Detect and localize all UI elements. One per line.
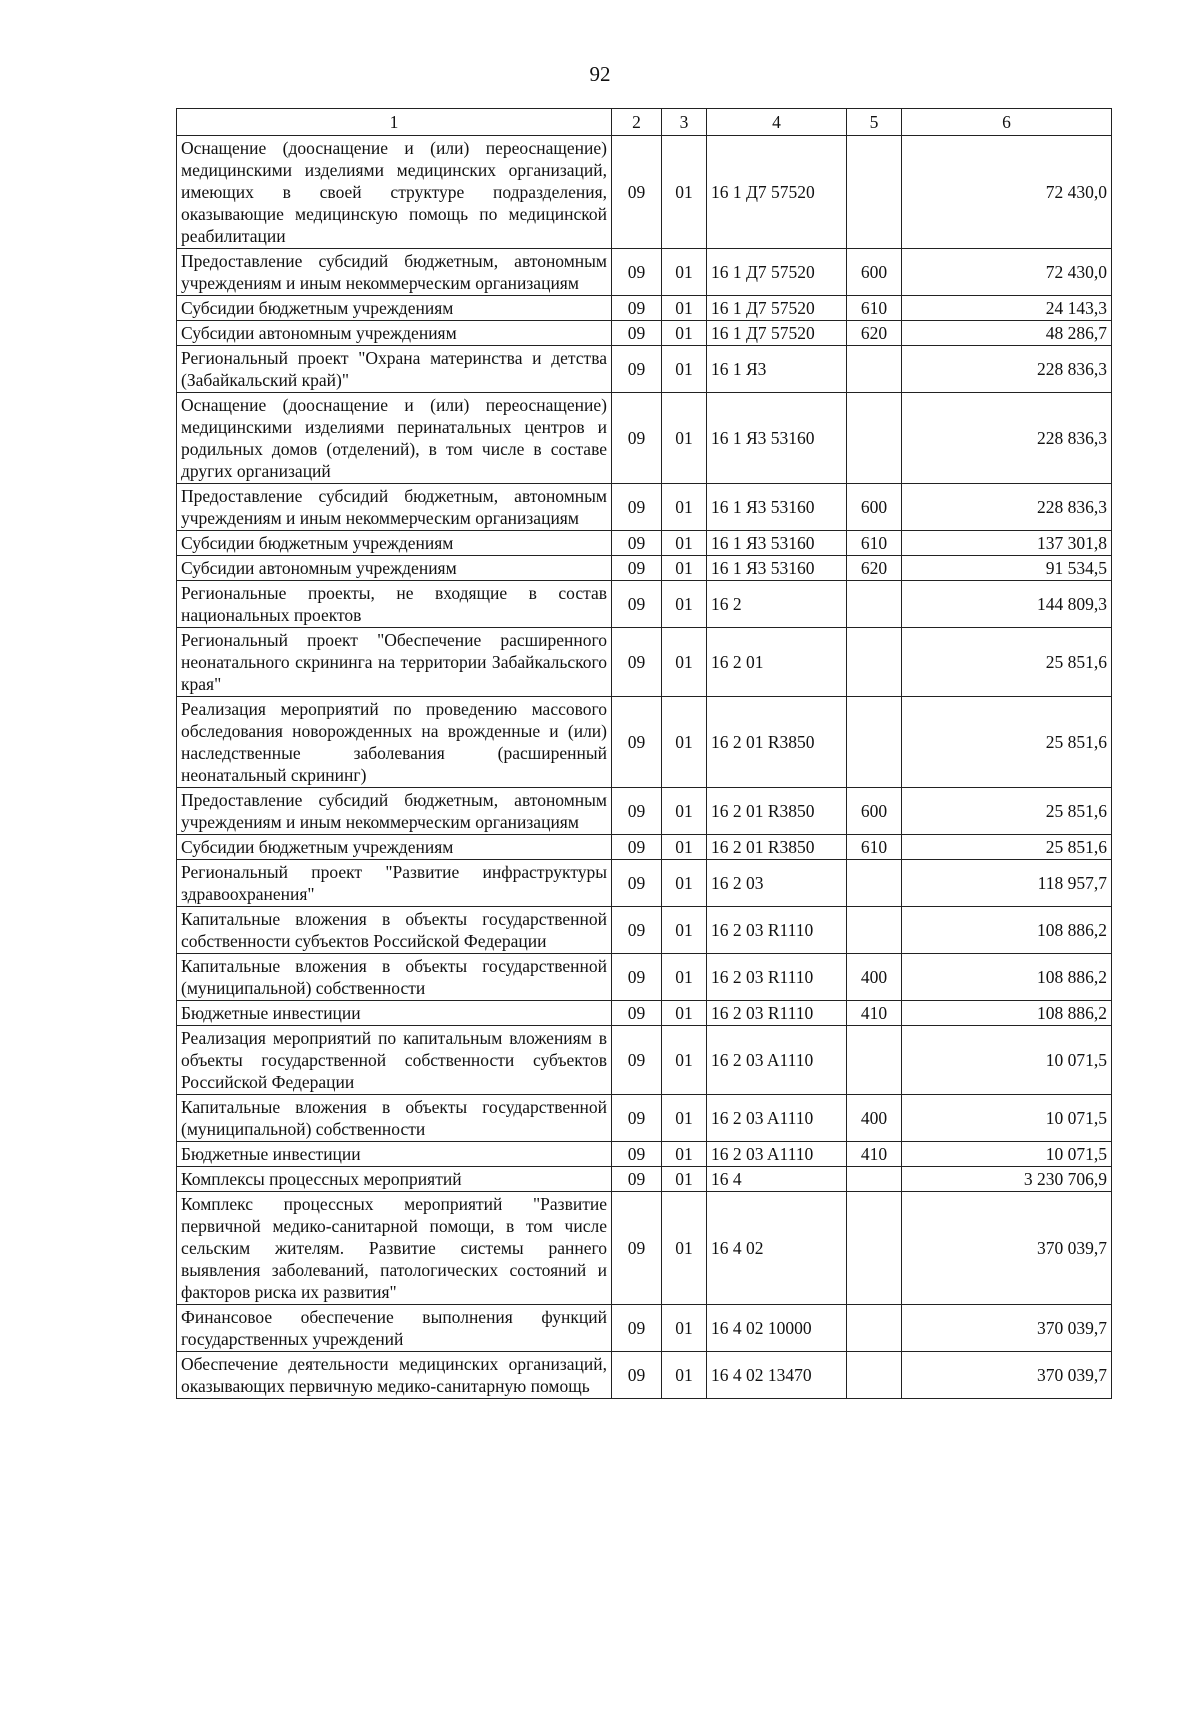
row-expense-type-cell (847, 346, 902, 393)
row-subsection-cell: 01 (662, 393, 707, 484)
row-target-code-cell: 16 1 Д7 57520 (707, 296, 847, 321)
row-target-code-cell: 16 2 01 R3850 (707, 835, 847, 860)
row-expense-type-cell: 410 (847, 1001, 902, 1026)
row-amount-cell: 370 039,7 (902, 1305, 1112, 1352)
row-section-cell: 09 (612, 1026, 662, 1095)
row-name-cell: Субсидии автономным учреждениям (177, 321, 612, 346)
row-amount-cell: 10 071,5 (902, 1026, 1112, 1095)
table-row (177, 1167, 1112, 1192)
row-section-cell: 09 (612, 954, 662, 1001)
row-subsection-cell: 01 (662, 835, 707, 860)
row-target-code-cell: 16 2 03 R1110 (707, 1001, 847, 1026)
row-name-cell: Комплексы процессных мероприятий (177, 1167, 612, 1192)
row-target-code-cell: 16 4 02 13470 (707, 1352, 847, 1399)
table-row (177, 249, 1112, 296)
row-expense-type-cell (847, 697, 902, 788)
row-amount-cell: 108 886,2 (902, 1001, 1112, 1026)
table-row (177, 321, 1112, 346)
table-row (177, 1095, 1112, 1142)
row-expense-type-cell (847, 136, 902, 249)
row-expense-type-cell (847, 1192, 902, 1305)
row-expense-type-cell: 400 (847, 954, 902, 1001)
row-name-cell: Субсидии бюджетным учреждениям (177, 296, 612, 321)
table-row (177, 954, 1112, 1001)
row-subsection-cell: 01 (662, 346, 707, 393)
row-amount-cell: 72 430,0 (902, 249, 1112, 296)
row-amount-cell: 144 809,3 (902, 581, 1112, 628)
row-target-code-cell: 16 1 Д7 57520 (707, 136, 847, 249)
row-target-code-cell: 16 2 03 A1110 (707, 1142, 847, 1167)
row-amount-cell: 48 286,7 (902, 321, 1112, 346)
table-row (177, 1352, 1112, 1399)
table-row (177, 628, 1112, 697)
row-target-code-cell: 16 4 02 10000 (707, 1305, 847, 1352)
row-subsection-cell: 01 (662, 249, 707, 296)
row-target-code-cell: 16 4 (707, 1167, 847, 1192)
table-row (177, 788, 1112, 835)
header-col-3: 3 (662, 109, 707, 136)
row-target-code-cell: 16 2 03 A1110 (707, 1026, 847, 1095)
row-name-cell: Предоставление субсидий бюджетным, автономным учреждениям и иным некоммерческим организациям (177, 249, 612, 296)
row-expense-type-cell (847, 1167, 902, 1192)
row-subsection-cell: 01 (662, 1305, 707, 1352)
row-amount-cell: 228 836,3 (902, 346, 1112, 393)
row-section-cell: 09 (612, 556, 662, 581)
row-section-cell: 09 (612, 393, 662, 484)
row-expense-type-cell: 400 (847, 1095, 902, 1142)
row-section-cell: 09 (612, 1352, 662, 1399)
budget-table (176, 108, 1112, 1399)
row-subsection-cell: 01 (662, 697, 707, 788)
row-subsection-cell: 01 (662, 907, 707, 954)
row-subsection-cell: 01 (662, 954, 707, 1001)
row-section-cell: 09 (612, 697, 662, 788)
row-name-cell: Региональный проект "Охрана материнства и детства (Забайкальский край)" (177, 346, 612, 393)
row-name-cell: Обеспечение деятельности медицинских организаций, оказывающих первичную медико-санитарную помощь (177, 1352, 612, 1399)
table-row (177, 835, 1112, 860)
row-amount-cell: 108 886,2 (902, 954, 1112, 1001)
row-name-cell: Капитальные вложения в объекты государственной (муниципальной) собственности (177, 1095, 612, 1142)
row-subsection-cell: 01 (662, 1142, 707, 1167)
row-amount-cell: 10 071,5 (902, 1142, 1112, 1167)
row-target-code-cell: 16 1 Д7 57520 (707, 321, 847, 346)
row-expense-type-cell (847, 1026, 902, 1095)
row-target-code-cell: 16 1 Я3 (707, 346, 847, 393)
table-row (177, 484, 1112, 531)
row-section-cell: 09 (612, 628, 662, 697)
row-amount-cell: 24 143,3 (902, 296, 1112, 321)
row-target-code-cell: 16 2 03 A1110 (707, 1095, 847, 1142)
table-row (177, 556, 1112, 581)
row-amount-cell: 10 071,5 (902, 1095, 1112, 1142)
row-amount-cell: 370 039,7 (902, 1192, 1112, 1305)
table-row (177, 860, 1112, 907)
row-subsection-cell: 01 (662, 1026, 707, 1095)
row-amount-cell: 72 430,0 (902, 136, 1112, 249)
row-section-cell: 09 (612, 581, 662, 628)
row-subsection-cell: 01 (662, 788, 707, 835)
row-subsection-cell: 01 (662, 556, 707, 581)
row-name-cell: Субсидии бюджетным учреждениям (177, 835, 612, 860)
table-row (177, 1142, 1112, 1167)
row-expense-type-cell: 610 (847, 835, 902, 860)
row-target-code-cell: 16 2 01 (707, 628, 847, 697)
row-section-cell: 09 (612, 788, 662, 835)
row-target-code-cell: 16 1 Д7 57520 (707, 249, 847, 296)
row-subsection-cell: 01 (662, 1095, 707, 1142)
row-section-cell: 09 (612, 321, 662, 346)
table-body (177, 136, 1112, 1399)
row-expense-type-cell: 610 (847, 296, 902, 321)
row-expense-type-cell (847, 581, 902, 628)
row-subsection-cell: 01 (662, 1352, 707, 1399)
row-section-cell: 09 (612, 835, 662, 860)
table-row (177, 296, 1112, 321)
row-amount-cell: 25 851,6 (902, 788, 1112, 835)
row-subsection-cell: 01 (662, 581, 707, 628)
row-expense-type-cell (847, 860, 902, 907)
row-target-code-cell: 16 2 03 R1110 (707, 954, 847, 1001)
row-expense-type-cell: 600 (847, 484, 902, 531)
table-row (177, 1305, 1112, 1352)
row-target-code-cell: 16 2 (707, 581, 847, 628)
row-expense-type-cell (847, 628, 902, 697)
row-target-code-cell: 16 1 Я3 53160 (707, 393, 847, 484)
row-name-cell: Бюджетные инвестиции (177, 1142, 612, 1167)
row-expense-type-cell: 410 (847, 1142, 902, 1167)
row-subsection-cell: 01 (662, 296, 707, 321)
row-expense-type-cell (847, 907, 902, 954)
row-name-cell: Финансовое обеспечение выполнения функций государственных учреждений (177, 1305, 612, 1352)
row-section-cell: 09 (612, 1167, 662, 1192)
row-target-code-cell: 16 2 03 R1110 (707, 907, 847, 954)
table-row (177, 907, 1112, 954)
row-name-cell: Капитальные вложения в объекты государственной (муниципальной) собственности (177, 954, 612, 1001)
row-subsection-cell: 01 (662, 1001, 707, 1026)
row-subsection-cell: 01 (662, 860, 707, 907)
row-name-cell: Комплекс процессных мероприятий "Развитие первичной медико-санитарной помощи, в том числе сельским жителям. Развитие системы раннего выявления заболеваний, патологических состояний и факторов риска их развития" (177, 1192, 612, 1305)
row-expense-type-cell: 620 (847, 556, 902, 581)
row-target-code-cell: 16 2 01 R3850 (707, 788, 847, 835)
header-col-2: 2 (612, 109, 662, 136)
row-subsection-cell: 01 (662, 1192, 707, 1305)
row-subsection-cell: 01 (662, 1167, 707, 1192)
row-section-cell: 09 (612, 484, 662, 531)
row-amount-cell: 228 836,3 (902, 393, 1112, 484)
row-amount-cell: 228 836,3 (902, 484, 1112, 531)
table-row (177, 1192, 1112, 1305)
row-section-cell: 09 (612, 860, 662, 907)
table-row (177, 136, 1112, 249)
row-section-cell: 09 (612, 346, 662, 393)
row-name-cell: Реализация мероприятий по проведению массового обследования новорожденных на врожденные и (или) наследственные заболевания (расширенный неонатальный скрининг) (177, 697, 612, 788)
row-name-cell: Субсидии автономным учреждениям (177, 556, 612, 581)
row-name-cell: Капитальные вложения в объекты государственной собственности субъектов Российской Федерации (177, 907, 612, 954)
row-target-code-cell: 16 1 Я3 53160 (707, 531, 847, 556)
row-section-cell: 09 (612, 1095, 662, 1142)
row-target-code-cell: 16 1 Я3 53160 (707, 556, 847, 581)
table-row (177, 1001, 1112, 1026)
row-expense-type-cell: 600 (847, 249, 902, 296)
row-amount-cell: 137 301,8 (902, 531, 1112, 556)
row-amount-cell: 25 851,6 (902, 835, 1112, 860)
row-amount-cell: 370 039,7 (902, 1352, 1112, 1399)
row-subsection-cell: 01 (662, 321, 707, 346)
header-col-5: 5 (847, 109, 902, 136)
row-section-cell: 09 (612, 249, 662, 296)
row-amount-cell: 91 534,5 (902, 556, 1112, 581)
row-name-cell: Региональный проект "Обеспечение расширенного неонатального скрининга на территории Забайкальского края" (177, 628, 612, 697)
row-amount-cell: 25 851,6 (902, 697, 1112, 788)
header-col-4: 4 (707, 109, 847, 136)
row-section-cell: 09 (612, 296, 662, 321)
row-subsection-cell: 01 (662, 484, 707, 531)
row-amount-cell: 25 851,6 (902, 628, 1112, 697)
row-name-cell: Оснащение (дооснащение и (или) переоснащение) медицинскими изделиями медицинских организаций, имеющих в своей структуре подразделения, оказывающие медицинскую помощь по медицинской реабилитации (177, 136, 612, 249)
row-expense-type-cell: 600 (847, 788, 902, 835)
row-section-cell: 09 (612, 1142, 662, 1167)
row-subsection-cell: 01 (662, 136, 707, 249)
row-expense-type-cell (847, 1305, 902, 1352)
row-expense-type-cell (847, 1352, 902, 1399)
row-name-cell: Реализация мероприятий по капитальным вложениям в объекты государственной собственности субъектов Российской Федерации (177, 1026, 612, 1095)
table-row (177, 697, 1112, 788)
table-row (177, 1026, 1112, 1095)
table-row (177, 346, 1112, 393)
row-section-cell: 09 (612, 1305, 662, 1352)
table-row (177, 531, 1112, 556)
row-subsection-cell: 01 (662, 628, 707, 697)
row-name-cell: Оснащение (дооснащение и (или) переоснащение) медицинскими изделиями перинатальных центров и родильных домов (отделений), в том числе в составе других организаций (177, 393, 612, 484)
row-section-cell: 09 (612, 1001, 662, 1026)
table-row (177, 581, 1112, 628)
row-expense-type-cell: 620 (847, 321, 902, 346)
row-name-cell: Субсидии бюджетным учреждениям (177, 531, 612, 556)
row-name-cell: Региональные проекты, не входящие в состав национальных проектов (177, 581, 612, 628)
row-name-cell: Предоставление субсидий бюджетным, автономным учреждениям и иным некоммерческим организациям (177, 484, 612, 531)
row-target-code-cell: 16 1 Я3 53160 (707, 484, 847, 531)
row-section-cell: 09 (612, 1192, 662, 1305)
row-expense-type-cell: 610 (847, 531, 902, 556)
row-target-code-cell: 16 2 01 R3850 (707, 697, 847, 788)
row-section-cell: 09 (612, 136, 662, 249)
row-amount-cell: 118 957,7 (902, 860, 1112, 907)
row-expense-type-cell (847, 393, 902, 484)
row-name-cell: Региональный проект "Развитие инфраструктуры здравоохранения" (177, 860, 612, 907)
row-name-cell: Предоставление субсидий бюджетным, автономным учреждениям и иным некоммерческим организациям (177, 788, 612, 835)
header-col-6: 6 (902, 109, 1112, 136)
row-section-cell: 09 (612, 907, 662, 954)
row-target-code-cell: 16 4 02 (707, 1192, 847, 1305)
row-amount-cell: 3 230 706,9 (902, 1167, 1112, 1192)
table-row (177, 393, 1112, 484)
row-name-cell: Бюджетные инвестиции (177, 1001, 612, 1026)
row-target-code-cell: 16 2 03 (707, 860, 847, 907)
page-number: 92 (589, 62, 611, 86)
row-amount-cell: 108 886,2 (902, 907, 1112, 954)
table-header-row (177, 109, 1112, 136)
row-section-cell: 09 (612, 531, 662, 556)
header-col-1: 1 (177, 109, 612, 136)
row-subsection-cell: 01 (662, 531, 707, 556)
